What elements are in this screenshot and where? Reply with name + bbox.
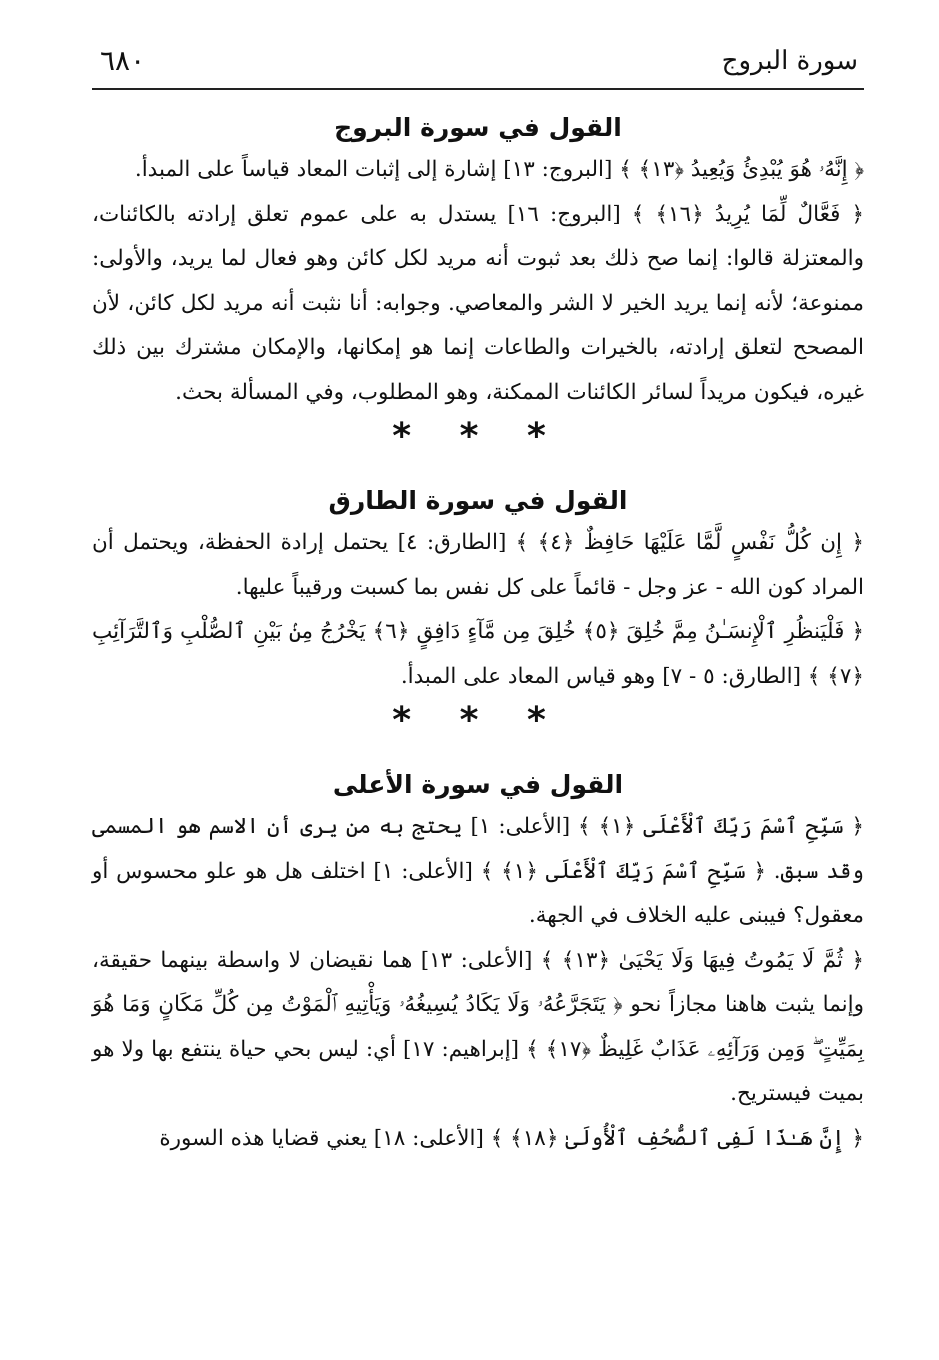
section-title: القول في سورة الأعلى [332,770,624,799]
paragraph: ﴿ إِنَّهُۥ هُوَ يُبْدِئُ وَيُعِيدُ ﴿١٣﴾ ﴾ [البروج: ١٣] إشارة إلى إثبات المعاد قياساً على المبدأ. [134,157,864,182]
section-title: القول في سورة البروج [334,113,622,142]
section-separator: * * * [392,700,564,741]
section-title: القول في سورة الطارق [328,486,628,515]
paragraph: ﴿ إِن كُلُّ نَفْسٍ لَّمَّا عَلَيْهَا حَافِظٌ ﴿٤﴾ ﴾ [الطارق: ٤] يحتمل إرادة الحفظة، ويحتمل أن المراد كون الله - عز وجل - قائماً على كل نفس بما كسبت ورقيباً عليها. [92,530,864,600]
running-title: سورة البروج [721,46,858,76]
page-number: ٦٨٠ [100,44,146,77]
paragraph: ﴿ سَبِّحِ ٱسْمَ رَبِّكَ ٱلْأَعْلَى ﴿١﴾ ﴾ [الأعلى: ١] يحتج به من يرى أن الاسم هو المسمى وقد سبق. ﴿ سَبِّحِ ٱسْمَ رَبِّكَ ٱلْأَعْلَى ﴿١﴾ ﴾ [الأعلى: ١] اختلف هل هو علو محسوس أو معقول؟ فيبنى عليه الخلاف في الجهة. [92,814,864,928]
book-page [92,40,864,1161]
section-ala [92,765,864,1161]
paragraph: ﴿ ثُمَّ لَا يَمُوتُ فِيهَا وَلَا يَحْيَىٰ ﴿١٣﴾ ﴾ [الأعلى: ١٣] هما نقيضان لا واسطة بينهما حقيقة، وإنما يثبت هاهنا مجازاً نحو ﴿ يَتَجَرَّعُهُۥ وَلَا يَكَادُ يُسِيغُهُۥ وَيَأْتِيهِ ٱلْمَوْتُ مِن كُلِّ مَكَانٍ وَمَا هُوَ بِمَيِّتٍ ۖ وَمِن وَرَآئِهِۦ عَذَابٌ غَلِيظٌ ﴿١٧﴾ ﴾ [إبراهيم: ١٧] أي: ليس بحي حياة ينتفع بها ولا هو بميت فيستريح. [92,947,864,1106]
paragraph: ﴿ فَعَّالٌ لِّمَا يُرِيدُ ﴿١٦﴾ ﴾ [البروج: ١٦] يستدل به على عموم تعلق إرادته بالكائنات، والمعتزلة قالوا: إنما صح ذلك بعد ثبوت أنه مريد لكل كائن وهو فعال لما يريد، والأولى: ممنوعة؛ لأنه إنما يريد الخير لا الشر والمعاصي. وجوابه: أنا نثبت أنه مريد لكل كائن، لأن المصحح لتعلق إرادته، بالخيرات والطاعات إنما هو إمكانها، والإمكان مشترك بين ذلك غيره، فيكون مريداً لسائر الكائنات الممكنة، وهو المطلوب، وفي المسألة بحث. [92,201,864,405]
section-buruj [92,108,864,415]
section-tariq [92,481,864,699]
running-header [92,40,864,90]
section-separator: * * * [392,416,564,457]
paragraph: ﴿ إِنَّ هَـٰذَا لَفِى ٱلصُّحُفِ ٱلْأُولَىٰ ﴿١٨﴾ ﴾ [الأعلى: ١٨] يعني قضايا هذه السورة [159,1125,864,1151]
paragraph: ﴿ فَلْيَنظُرِ ٱلْإِنسَـٰنُ مِمَّ خُلِقَ ﴿٥﴾ خُلِقَ مِن مَّآءٍ دَافِقٍ ﴿٦﴾ يَخْرُجُ مِنۢ بَيْنِ ٱلصُّلْبِ وَٱلتَّرَآئِبِ ﴿٧﴾ ﴾ [الطارق: ٥ - ٧] وهو قياس المعاد على المبدأ. [92,619,864,689]
